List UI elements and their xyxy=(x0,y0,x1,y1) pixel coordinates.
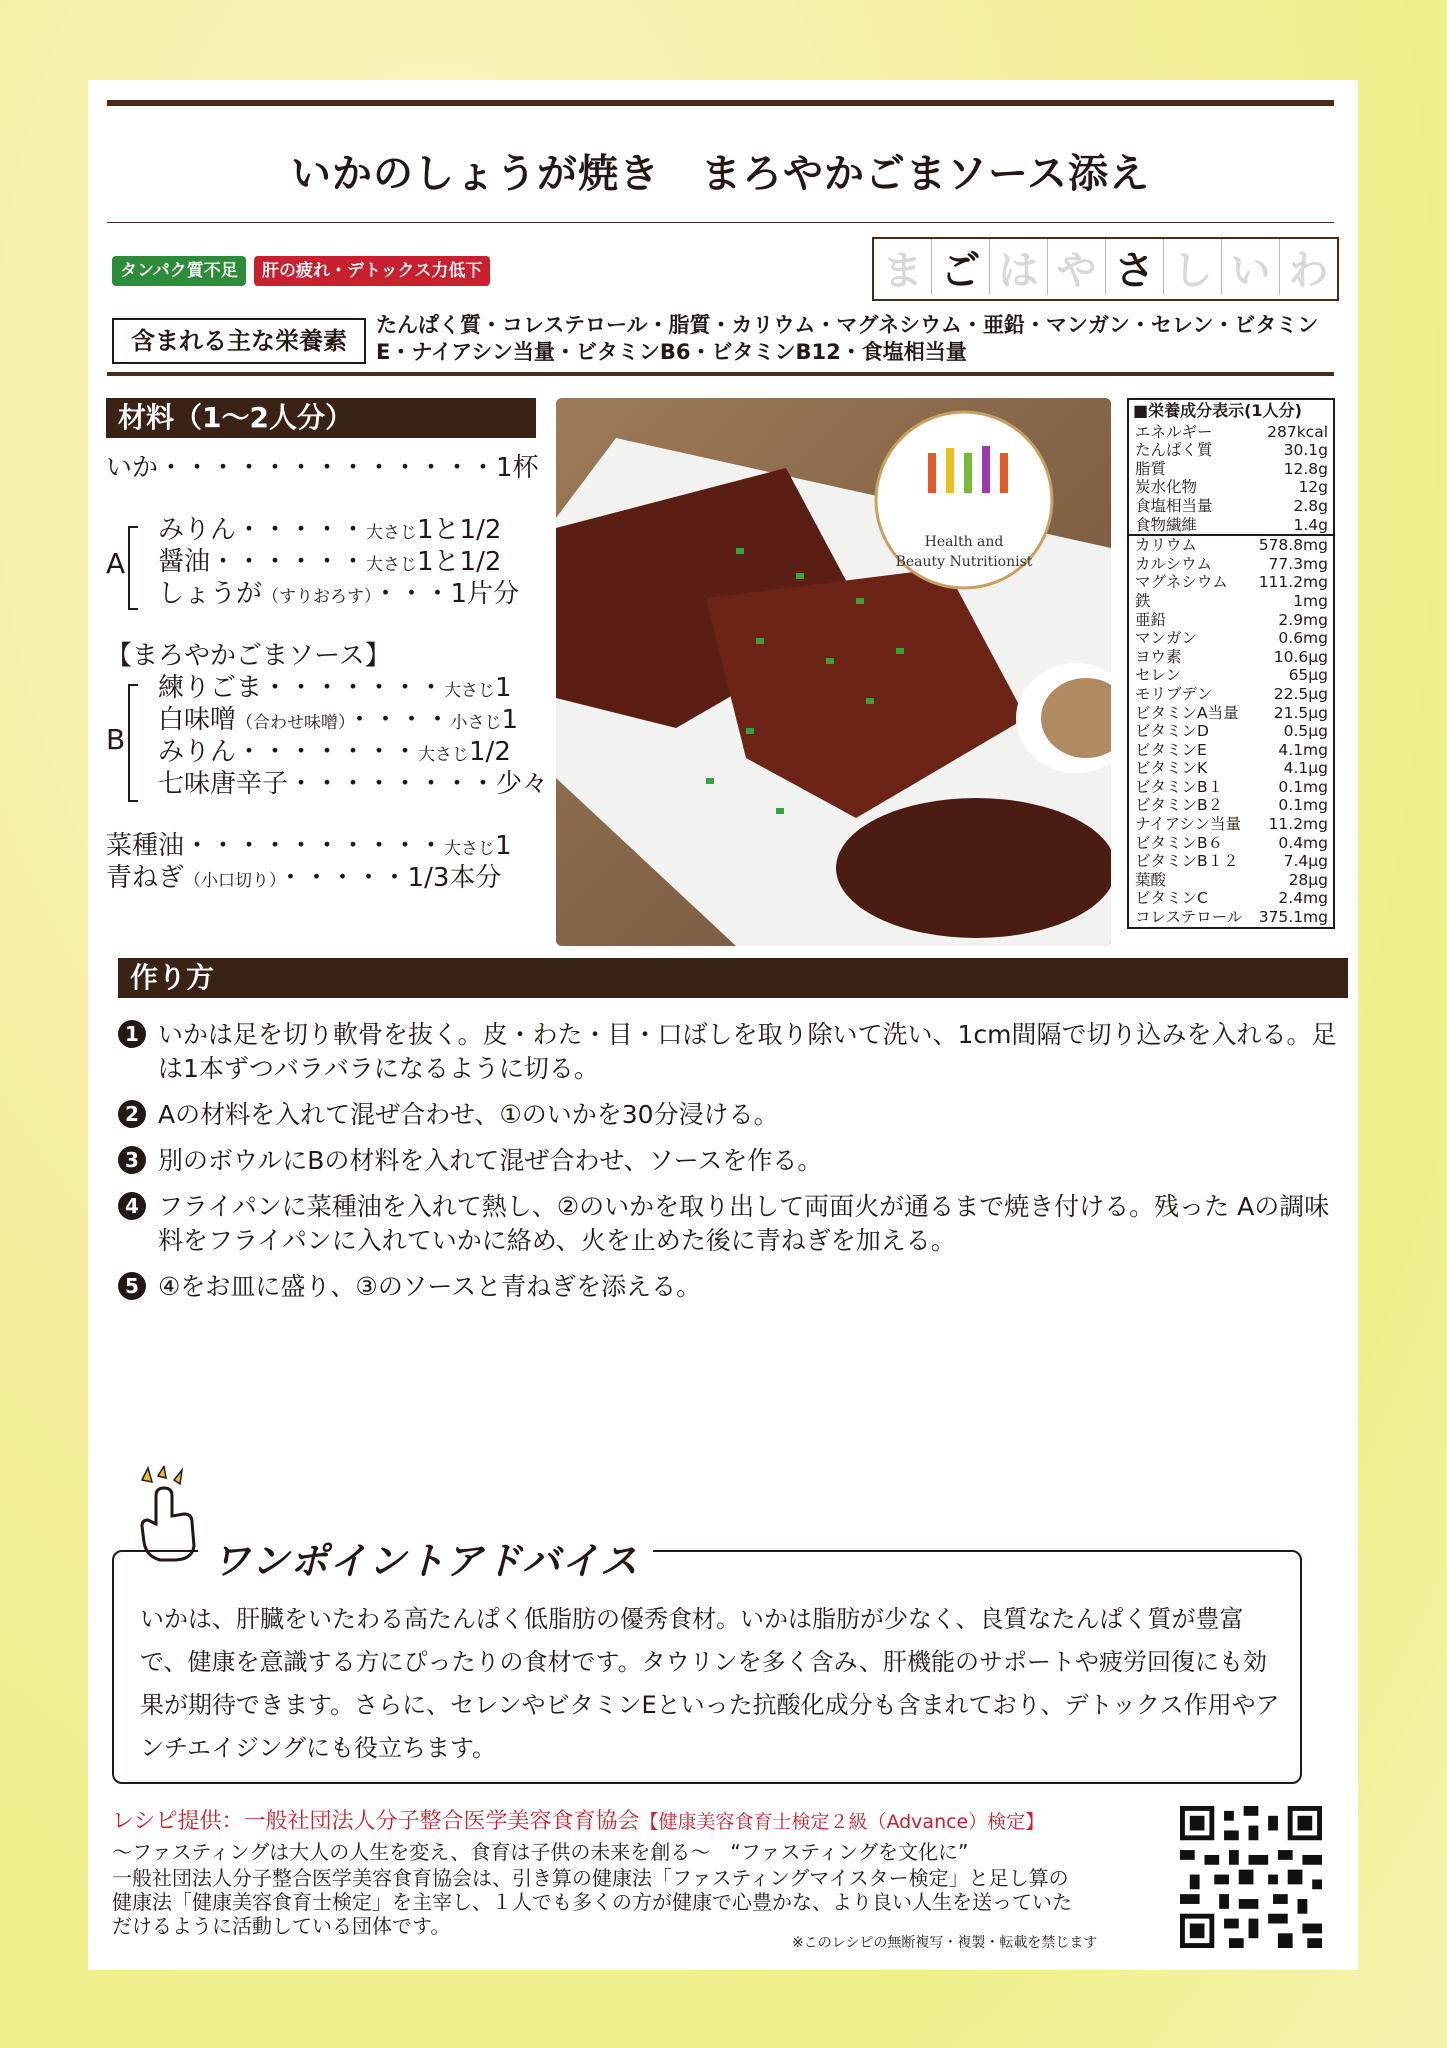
nutrient-name: たんぱく質 xyxy=(1135,441,1213,460)
step-number: 4 xyxy=(118,1192,146,1220)
step-number: 3 xyxy=(118,1146,146,1174)
nutrition-row xyxy=(1129,908,1333,927)
step-5: 5 ④をお皿に盛り、③のソースと青ねぎを添える。 xyxy=(118,1270,1338,1304)
slogan: ～ファスティングは大人の人生を変え、食育は子供の未来を創る～ “ファスティングを文化に” xyxy=(112,1840,969,1864)
kana-ya: や xyxy=(1048,239,1106,295)
nutrient-value: 375.1mg xyxy=(1258,908,1328,927)
nutrient-name: 炭水化物 xyxy=(1135,478,1198,497)
nutrients-label: 含まれる主な栄養素 xyxy=(112,318,366,364)
nutrition-row xyxy=(1129,460,1333,479)
nutrition-row xyxy=(1129,516,1333,535)
nutrient-value: 578.8mg xyxy=(1258,536,1328,555)
advice-title: ワンポイントアドバイス xyxy=(198,1530,653,1585)
nutrition-row xyxy=(1129,889,1333,908)
nutrient-value: 111.2mg xyxy=(1258,573,1328,592)
nutrient-value: 2.4mg xyxy=(1278,889,1328,908)
step-2: 2 Aの材料を入れて混ぜ合わせ、①のいかを30分浸ける。 xyxy=(118,1098,1338,1132)
top-rule xyxy=(107,100,1334,106)
nutrient-name: ビタミンK xyxy=(1135,759,1208,778)
tag-protein-deficiency: タンパク質不足 xyxy=(112,256,246,286)
nutrient-value: 22.5μg xyxy=(1273,684,1328,703)
nutrition-row xyxy=(1129,423,1333,442)
kana-shi: し xyxy=(1164,239,1222,295)
dish-illustration xyxy=(556,398,1111,946)
nutrition-row xyxy=(1129,852,1333,871)
nutrient-value: 0.1mg xyxy=(1278,777,1328,796)
nutrient-name: モリブデン xyxy=(1135,684,1213,703)
association-desc-3: だけるように活動している団体です。 xyxy=(112,1914,451,1938)
nutrition-row xyxy=(1129,629,1333,648)
nutrition-row xyxy=(1129,648,1333,667)
nutrient-value: 1mg xyxy=(1293,591,1328,610)
nutrient-name: ヨウ素 xyxy=(1135,647,1182,666)
sauce-heading: 【まろやかごまソース】 xyxy=(106,641,391,671)
nutrition-main xyxy=(1129,423,1333,535)
nutrient-name: 葉酸 xyxy=(1135,870,1167,889)
nutrient-value: 287kcal xyxy=(1267,422,1328,441)
nutrition-table xyxy=(1127,398,1335,929)
ingredient-ika: いか・・・・・・・・・・・・・1杯 xyxy=(106,453,539,483)
nutrition-row xyxy=(1129,611,1333,630)
group-a-bracket xyxy=(128,526,138,610)
ingredient-b-mirin: みりん・・・・・・・大さじ1/2 xyxy=(158,737,511,767)
nutrient-name: ビタミンE xyxy=(1135,740,1207,759)
nutrient-name: ビタミンA当量 xyxy=(1135,703,1239,722)
nutrient-value: 21.5μg xyxy=(1273,703,1328,722)
svg-text:Beauty Nutritionist: Beauty Nutritionist xyxy=(895,554,1033,570)
association-desc-2: 健康法「健康美容食育士検定」を主宰し、１人でも多くの方が健康で心豊かな、より良い人生を送っていた xyxy=(112,1890,1072,1914)
qr-code-icon[interactable] xyxy=(1180,1806,1322,1948)
ingredient-b-miso: 白味噌（合わせ味噌）・・・・小さじ1 xyxy=(158,705,519,735)
nutrient-value: 77.3mg xyxy=(1268,554,1328,573)
kana-sa: さ xyxy=(1106,239,1164,295)
nutrient-name: カリウム xyxy=(1135,536,1197,555)
nutrient-name: 亜鉛 xyxy=(1135,610,1167,629)
nutrient-value: 0.4mg xyxy=(1278,833,1328,852)
nutrition-title: ■栄養成分表示(1人分) xyxy=(1133,401,1302,420)
nutrient-name: 脂質 xyxy=(1135,459,1167,478)
step-number: 5 xyxy=(118,1272,146,1300)
nutrition-row xyxy=(1129,478,1333,497)
nutrient-name: ビタミンB１２ xyxy=(1135,852,1239,871)
nutrient-name: ビタミンD xyxy=(1135,722,1209,741)
nutrient-value: 0.6mg xyxy=(1278,629,1328,648)
nutrient-name: 食物繊維 xyxy=(1135,515,1198,534)
ingredient-b-sesame: 練りごま・・・・・・・大さじ1 xyxy=(158,673,512,703)
nutrient-value: 0.1mg xyxy=(1278,796,1328,815)
nutrient-name: ビタミンC xyxy=(1135,889,1208,908)
copyright-note: ※このレシピの無断複写・複製・転載を禁じます xyxy=(792,1935,1098,1951)
nutrient-name: 鉄 xyxy=(1135,591,1151,610)
nutrition-row xyxy=(1129,796,1333,815)
ingredient-b-shichimi: 七味唐辛子・・・・・・・・少々 xyxy=(158,769,549,799)
kana-ma: ま xyxy=(874,239,932,295)
nutrition-row xyxy=(1129,722,1333,741)
nutrition-row xyxy=(1129,497,1333,516)
nutrition-row xyxy=(1129,834,1333,853)
nutrient-value: 1.4g xyxy=(1293,515,1328,534)
nutrient-name: カルシウム xyxy=(1135,554,1212,573)
kana-go: ご xyxy=(932,239,990,295)
nutrition-row xyxy=(1129,555,1333,574)
nutrition-row xyxy=(1129,704,1333,723)
ingredient-a-mirin: みりん・・・・・大さじ1と1/2 xyxy=(158,515,502,545)
step-number: 2 xyxy=(118,1100,146,1128)
kana-i: い xyxy=(1222,239,1280,295)
nutrient-name: セレン xyxy=(1135,666,1182,685)
nutrient-value: 0.5μg xyxy=(1283,722,1328,741)
nutrient-name: マンガン xyxy=(1135,629,1198,648)
method-heading: 作り方 xyxy=(118,958,1348,998)
nutrition-row xyxy=(1129,666,1333,685)
group-b-label: B xyxy=(106,723,126,756)
nutrient-value: 28μg xyxy=(1288,870,1328,889)
step-1: 1 いかは足を切り軟骨を抜く。皮・わた・目・口ばしを取り除いて洗い、1cm間隔で切り込みを入れる。足は1本ずつバラバラになるように切る。 xyxy=(118,1018,1338,1086)
ingredient-a-shoyu: 醤油・・・・・・大さじ1と1/2 xyxy=(158,547,502,577)
ingredient-oil: 菜種油・・・・・・・・・・大さじ1 xyxy=(106,831,512,861)
nutrient-name: ビタミンB６ xyxy=(1135,833,1224,852)
kana-ha: は xyxy=(990,239,1048,295)
nutrition-row xyxy=(1129,592,1333,611)
nutrient-name: マグネシウム xyxy=(1135,573,1228,592)
nutrition-row xyxy=(1129,778,1333,797)
title-divider xyxy=(107,222,1334,223)
nutrient-value: 2.9mg xyxy=(1278,610,1328,629)
nutrients-rule xyxy=(107,372,1334,376)
advice-text: いかは、肝臓をいたわる高たんぱく低脂肪の優秀食材。いかは脂肪が少なく、良質なたんぱく質が豊富で、健康を意識する方にぴったりの食材です。タウリンを多く含み、肝機能のサポートや疲労回復にも効果が期待できます。さらに、セレンやビタミンEといった抗酸化成分も含まれており、デトックス作用やアンチエイジングにも役立ちます。 xyxy=(140,1605,1280,1762)
nutrient-value: 4.1μg xyxy=(1283,759,1328,778)
nutrition-row xyxy=(1129,685,1333,704)
association-desc-1: 一般社団法人分子整合医学美容食育協会は、引き算の健康法「ファスティングマイスター検定」と足し算の xyxy=(112,1866,1069,1890)
step-4: 4 フライパンに菜種油を入れて熱し、②のいかを取り出して両面火が通るまで焼き付ける。残った Aの調味料をフライパンに入れていかに絡め、火を止めた後に青ねぎを加える。 xyxy=(118,1190,1338,1258)
nutrient-name: エネルギー xyxy=(1135,422,1213,441)
nutrient-value: 10.6μg xyxy=(1273,647,1328,666)
kana-wa: わ xyxy=(1280,239,1337,295)
nutrient-value: 7.4μg xyxy=(1283,852,1328,871)
nutrition-row xyxy=(1129,759,1333,778)
nutrient-name: 食塩相当量 xyxy=(1135,496,1213,515)
nutrient-value: 4.1mg xyxy=(1278,740,1328,759)
nutrient-name: コレステロール xyxy=(1135,908,1243,927)
dish-photo xyxy=(556,398,1111,946)
nutrition-row xyxy=(1129,815,1333,834)
ingredients-heading: 材料（1～2人分） xyxy=(106,398,536,438)
step-3: 3 別のボウルにBの材料を入れて混ぜ合わせ、ソースを作る。 xyxy=(118,1144,1338,1178)
recipe-credit: レシピ提供：一般社団法人分子整合医学美容食育協会【健康美容食育士検定２級（Advance）検定】 xyxy=(112,1809,1045,1834)
nutrient-value: 11.2mg xyxy=(1268,815,1328,834)
magoha-yasashii-grid xyxy=(872,237,1339,301)
svg-text:Health and: Health and xyxy=(924,534,1004,550)
ingredient-a-ginger: しょうが（すりおろす）・・・1片分 xyxy=(158,579,520,609)
nutrient-name: ビタミンB２ xyxy=(1135,796,1224,815)
nutrient-name: ビタミンB１ xyxy=(1135,777,1224,796)
recipe-title: いかのしょうが焼き まろやかごまソース添え xyxy=(291,151,1150,197)
nutrients-list: たんぱく質・コレステロール・脂質・カリウム・マグネシウム・亜鉛・マンガン・セレン・ビタミンE・ナイアシン当量・ビタミンB6・ビタミンB12・食塩相当量 xyxy=(376,313,1319,364)
group-b-bracket xyxy=(128,684,138,802)
nutrient-value: 65μg xyxy=(1288,666,1328,685)
nutrition-row xyxy=(1129,536,1333,555)
ingredient-negi: 青ねぎ（小口切り）・・・・・1/3本分 xyxy=(106,863,502,893)
group-a-label: A xyxy=(106,547,126,580)
nutrition-row xyxy=(1129,573,1333,592)
nutrition-row xyxy=(1129,741,1333,760)
tag-liver-fatigue: 肝の疲れ・デトックス力低下 xyxy=(254,256,490,286)
nutrient-value: 30.1g xyxy=(1283,441,1328,460)
nutrient-value: 12.8g xyxy=(1283,459,1328,478)
nutrition-row xyxy=(1129,441,1333,460)
nutrition-row xyxy=(1129,871,1333,890)
nutrient-name: ナイアシン当量 xyxy=(1135,815,1241,834)
nutrient-value: 2.8g xyxy=(1293,496,1328,515)
nutrition-minerals xyxy=(1129,534,1333,926)
nutrient-value: 12g xyxy=(1298,478,1328,497)
step-number: 1 xyxy=(118,1020,146,1048)
